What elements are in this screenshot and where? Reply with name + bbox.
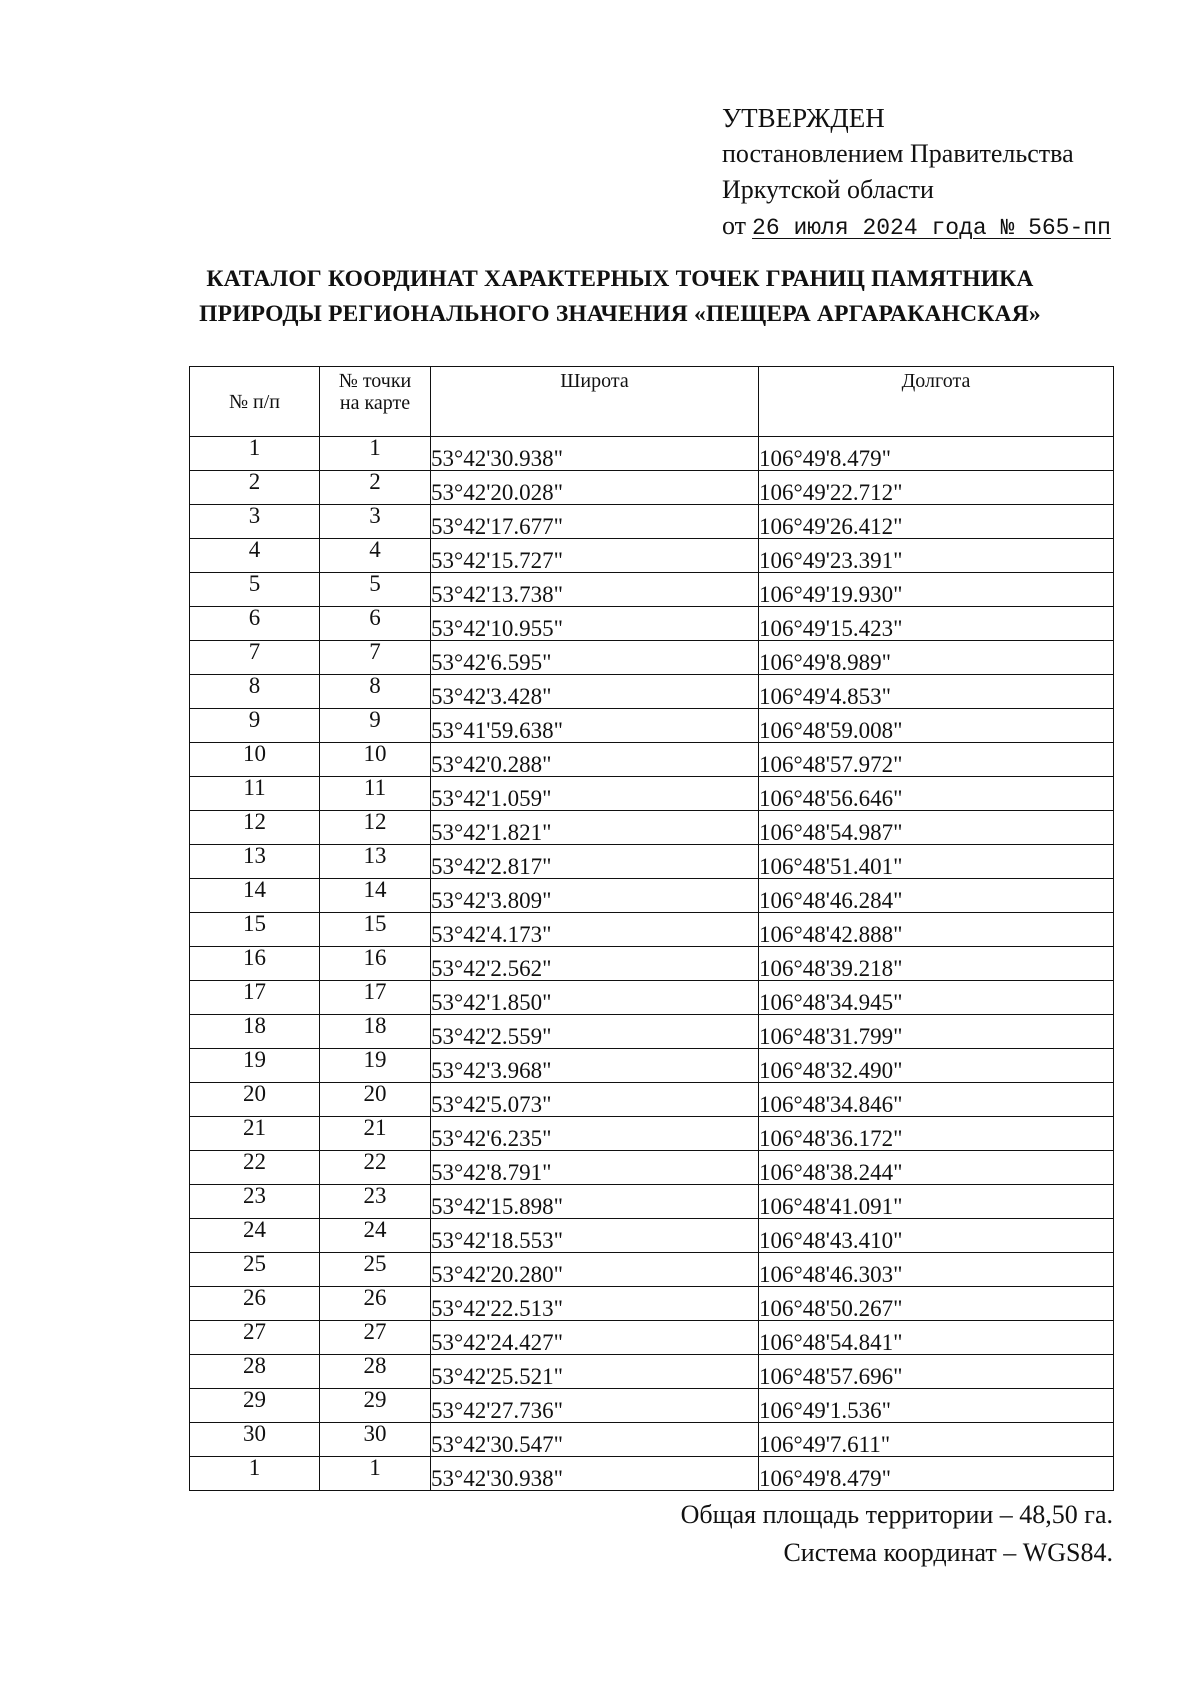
table-row (190, 1049, 1114, 1083)
table-row (190, 641, 1114, 675)
latitude-cell: 53°42'24.427" (431, 1321, 759, 1355)
latitude-cell: 53°42'22.513" (431, 1287, 759, 1321)
latitude-cell: 53°41'59.638" (431, 709, 759, 743)
longitude-cell: 106°48'54.987" (759, 811, 1114, 845)
approval-date-prefix: от (722, 211, 747, 240)
row-number-cell: 6 (190, 607, 320, 641)
latitude-cell: 53°42'15.727" (431, 539, 759, 573)
point-number-cell: 23 (320, 1185, 431, 1219)
point-number-cell: 20 (320, 1083, 431, 1117)
row-number-cell: 4 (190, 539, 320, 573)
longitude-cell: 106°48'50.267" (759, 1287, 1114, 1321)
row-number-cell: 24 (190, 1219, 320, 1253)
table-row (190, 1015, 1114, 1049)
point-number-cell: 14 (320, 879, 431, 913)
latitude-cell: 53°42'1.821" (431, 811, 759, 845)
table-row (190, 1253, 1114, 1287)
longitude-cell: 106°48'57.972" (759, 743, 1114, 777)
document-title (120, 262, 1120, 332)
point-number-cell: 2 (320, 471, 431, 505)
latitude-cell: 53°42'15.898" (431, 1185, 759, 1219)
latitude-cell: 53°42'30.547" (431, 1423, 759, 1457)
table-row (190, 437, 1114, 471)
table-row (190, 709, 1114, 743)
point-number-cell: 21 (320, 1117, 431, 1151)
longitude-cell: 106°48'46.284" (759, 879, 1114, 913)
approval-heading: УТВЕРЖДЕН (722, 103, 885, 133)
header-point-number (320, 367, 431, 437)
row-number-cell: 23 (190, 1185, 320, 1219)
longitude-cell: 106°49'23.391" (759, 539, 1114, 573)
header-point-line-2: на карте (339, 392, 411, 414)
header-longitude: Долгота (759, 367, 1114, 437)
table-row (190, 1355, 1114, 1389)
point-number-cell: 18 (320, 1015, 431, 1049)
table-row (190, 471, 1114, 505)
row-number-cell: 25 (190, 1253, 320, 1287)
header-row-number: № п/п (190, 367, 320, 437)
row-number-cell: 9 (190, 709, 320, 743)
point-number-cell: 17 (320, 981, 431, 1015)
row-number-cell: 8 (190, 675, 320, 709)
longitude-cell: 106°49'4.853" (759, 675, 1114, 709)
row-number-cell: 1 (190, 1457, 320, 1491)
point-number-cell: 8 (320, 675, 431, 709)
latitude-cell: 53°42'13.738" (431, 573, 759, 607)
table-row (190, 743, 1114, 777)
row-number-cell: 26 (190, 1287, 320, 1321)
row-number-cell: 29 (190, 1389, 320, 1423)
row-number-cell: 10 (190, 743, 320, 777)
point-number-cell: 5 (320, 573, 431, 607)
table-row (190, 539, 1114, 573)
longitude-cell: 106°48'39.218" (759, 947, 1114, 981)
latitude-cell: 53°42'10.955" (431, 607, 759, 641)
point-number-cell: 11 (320, 777, 431, 811)
longitude-cell: 106°49'8.479" (759, 437, 1114, 471)
latitude-cell: 53°42'27.736" (431, 1389, 759, 1423)
longitude-cell: 106°48'43.410" (759, 1219, 1114, 1253)
latitude-cell: 53°42'2.559" (431, 1015, 759, 1049)
point-number-cell: 3 (320, 505, 431, 539)
point-number-cell: 7 (320, 641, 431, 675)
approval-line-region: Иркутской области (722, 175, 934, 204)
table-row (190, 607, 1114, 641)
longitude-cell: 106°48'34.846" (759, 1083, 1114, 1117)
table-header-row (190, 367, 1114, 437)
table-row (190, 1083, 1114, 1117)
document-title-line-1: КАТАЛОГ КООРДИНАТ ХАРАКТЕРНЫХ ТОЧЕК ГРАНИЦ ПАМЯТНИКА (206, 266, 1034, 292)
table-row (190, 777, 1114, 811)
point-number-cell: 25 (320, 1253, 431, 1287)
latitude-cell: 53°42'20.028" (431, 471, 759, 505)
header-latitude: Широта (431, 367, 759, 437)
approval-date-line (722, 208, 1111, 246)
point-number-cell: 13 (320, 845, 431, 879)
total-area-note: Общая площадь территории – 48,50 га. (680, 1500, 1113, 1529)
latitude-cell: 53°42'4.173" (431, 913, 759, 947)
latitude-cell: 53°42'1.850" (431, 981, 759, 1015)
table-row (190, 1423, 1114, 1457)
longitude-cell: 106°49'26.412" (759, 505, 1114, 539)
point-number-cell: 4 (320, 539, 431, 573)
point-number-cell: 15 (320, 913, 431, 947)
table-row (190, 1287, 1114, 1321)
table-row (190, 573, 1114, 607)
table-row (190, 1151, 1114, 1185)
longitude-cell: 106°49'8.989" (759, 641, 1114, 675)
point-number-cell: 26 (320, 1287, 431, 1321)
longitude-cell: 106°49'15.423" (759, 607, 1114, 641)
point-number-cell: 19 (320, 1049, 431, 1083)
longitude-cell: 106°48'34.945" (759, 981, 1114, 1015)
table-row (190, 947, 1114, 981)
point-number-cell: 27 (320, 1321, 431, 1355)
row-number-cell: 2 (190, 471, 320, 505)
table-row (190, 1117, 1114, 1151)
point-number-cell: 16 (320, 947, 431, 981)
longitude-cell: 106°48'56.646" (759, 777, 1114, 811)
row-number-cell: 30 (190, 1423, 320, 1457)
row-number-cell: 1 (190, 437, 320, 471)
latitude-cell: 53°42'2.817" (431, 845, 759, 879)
longitude-cell: 106°49'8.479" (759, 1457, 1114, 1491)
table-row (190, 505, 1114, 539)
table-row (190, 845, 1114, 879)
coordinates-table (189, 366, 1114, 1491)
header-point-line-1: № точки (338, 370, 412, 392)
latitude-cell: 53°42'30.938" (431, 1457, 759, 1491)
table-row (190, 913, 1114, 947)
longitude-cell: 106°48'51.401" (759, 845, 1114, 879)
row-number-cell: 16 (190, 947, 320, 981)
row-number-cell: 12 (190, 811, 320, 845)
point-number-cell: 1 (320, 437, 431, 471)
latitude-cell: 53°42'30.938" (431, 437, 759, 471)
longitude-cell: 106°48'54.841" (759, 1321, 1114, 1355)
row-number-cell: 21 (190, 1117, 320, 1151)
document-title-line-2: ПРИРОДЫ РЕГИОНАЛЬНОГО ЗНАЧЕНИЯ «ПЕЩЕРА АРГАРАКАНСКАЯ» (199, 301, 1041, 327)
latitude-cell: 53°42'25.521" (431, 1355, 759, 1389)
longitude-cell: 106°48'41.091" (759, 1185, 1114, 1219)
latitude-cell: 53°42'8.791" (431, 1151, 759, 1185)
longitude-cell: 106°49'1.536" (759, 1389, 1114, 1423)
table-row (190, 981, 1114, 1015)
point-number-cell: 30 (320, 1423, 431, 1457)
longitude-cell: 106°49'19.930" (759, 573, 1114, 607)
latitude-cell: 53°42'6.595" (431, 641, 759, 675)
latitude-cell: 53°42'17.677" (431, 505, 759, 539)
table-row (190, 879, 1114, 913)
table-row (190, 1219, 1114, 1253)
point-number-cell: 1 (320, 1457, 431, 1491)
row-number-cell: 14 (190, 879, 320, 913)
longitude-cell: 106°48'42.888" (759, 913, 1114, 947)
row-number-cell: 27 (190, 1321, 320, 1355)
table-row (190, 1389, 1114, 1423)
point-number-cell: 22 (320, 1151, 431, 1185)
row-number-cell: 17 (190, 981, 320, 1015)
longitude-cell: 106°48'36.172" (759, 1117, 1114, 1151)
longitude-cell: 106°49'22.712" (759, 471, 1114, 505)
point-number-cell: 28 (320, 1355, 431, 1389)
latitude-cell: 53°42'5.073" (431, 1083, 759, 1117)
latitude-cell: 53°42'18.553" (431, 1219, 759, 1253)
table-row (190, 811, 1114, 845)
row-number-cell: 3 (190, 505, 320, 539)
row-number-cell: 5 (190, 573, 320, 607)
point-number-cell: 9 (320, 709, 431, 743)
latitude-cell: 53°42'3.809" (431, 879, 759, 913)
longitude-cell: 106°48'59.008" (759, 709, 1114, 743)
table-row (190, 1185, 1114, 1219)
longitude-cell: 106°49'7.611" (759, 1423, 1114, 1457)
table-body (190, 437, 1114, 1491)
row-number-cell: 19 (190, 1049, 320, 1083)
approval-date-value: 26 июля 2024 года № 565-пп (752, 215, 1111, 241)
row-number-cell: 13 (190, 845, 320, 879)
point-number-cell: 6 (320, 607, 431, 641)
row-number-cell: 22 (190, 1151, 320, 1185)
table-row (190, 1457, 1114, 1491)
approval-line-resolution: постановлением Правительства (722, 139, 1074, 168)
table-row (190, 675, 1114, 709)
latitude-cell: 53°42'2.562" (431, 947, 759, 981)
latitude-cell: 53°42'3.428" (431, 675, 759, 709)
coordinate-system-note: Система координат – WGS84. (783, 1538, 1113, 1567)
row-number-cell: 15 (190, 913, 320, 947)
longitude-cell: 106°48'32.490" (759, 1049, 1114, 1083)
point-number-cell: 24 (320, 1219, 431, 1253)
point-number-cell: 10 (320, 743, 431, 777)
row-number-cell: 7 (190, 641, 320, 675)
row-number-cell: 20 (190, 1083, 320, 1117)
point-number-cell: 12 (320, 811, 431, 845)
latitude-cell: 53°42'1.059" (431, 777, 759, 811)
latitude-cell: 53°42'6.235" (431, 1117, 759, 1151)
longitude-cell: 106°48'31.799" (759, 1015, 1114, 1049)
latitude-cell: 53°42'3.968" (431, 1049, 759, 1083)
longitude-cell: 106°48'38.244" (759, 1151, 1114, 1185)
row-number-cell: 18 (190, 1015, 320, 1049)
longitude-cell: 106°48'57.696" (759, 1355, 1114, 1389)
row-number-cell: 28 (190, 1355, 320, 1389)
latitude-cell: 53°42'20.280" (431, 1253, 759, 1287)
table-row (190, 1321, 1114, 1355)
point-number-cell: 29 (320, 1389, 431, 1423)
latitude-cell: 53°42'0.288" (431, 743, 759, 777)
longitude-cell: 106°48'46.303" (759, 1253, 1114, 1287)
approval-block (722, 100, 1111, 246)
row-number-cell: 11 (190, 777, 320, 811)
